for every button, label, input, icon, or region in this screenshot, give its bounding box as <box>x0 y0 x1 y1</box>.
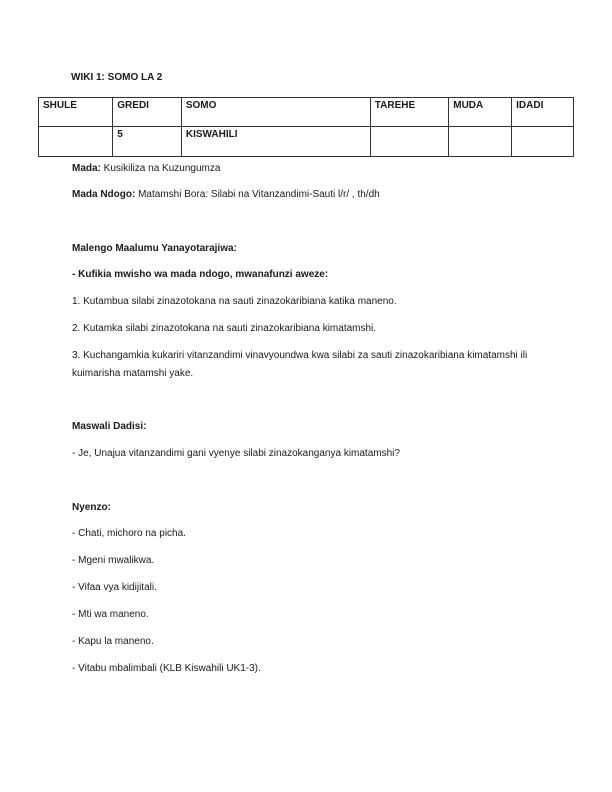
cell-idadi <box>512 127 574 157</box>
malengo-intro: - Kufikia mwisho wa mada ndogo, mwanafunzi aweze: <box>72 269 329 280</box>
list-item: 1. Kutambua silabi zinazotokana na sauti zinazokaribiana katika maneno. <box>72 296 397 307</box>
mada-value: Kusikiliza na Kuzungumza <box>100 163 221 174</box>
list-item: - Chati, michoro na picha. <box>72 528 186 539</box>
cell-muda <box>449 127 512 157</box>
mada-line <box>72 160 220 177</box>
list-item: - Mgeni mwalikwa. <box>72 555 155 566</box>
cell-tarehe <box>370 127 448 157</box>
header-somo: SOMO <box>181 98 370 127</box>
maswali-title: Maswali Dadisi: <box>72 421 147 432</box>
mada-label: Mada: <box>72 163 101 174</box>
mada-ndogo-label: Mada Ndogo: <box>72 189 136 200</box>
cell-shule <box>39 127 113 157</box>
mada-ndogo-line <box>72 186 380 203</box>
nyenzo-title: Nyenzo: <box>72 502 111 513</box>
header-shule: SHULE <box>39 98 113 127</box>
list-item: - Vifaa vya kidijitali. <box>72 582 157 593</box>
table-row <box>39 127 574 157</box>
header-muda: MUDA <box>449 98 512 127</box>
cell-gredi: 5 <box>113 127 182 157</box>
list-item: 2. Kutamka silabi zinazotokana na sauti zinazokaribiana kimatamshi. <box>72 323 377 334</box>
header-idadi: IDADI <box>512 98 574 127</box>
table-header-row <box>39 98 574 127</box>
list-item: - Vitabu mbalimbali (KLB Kiswahili UK1-3). <box>72 663 261 674</box>
malengo-title: Malengo Maalumu Yanayotarajiwa: <box>72 243 237 254</box>
list-item: - Mti wa maneno. <box>72 609 149 620</box>
cell-somo: KISWAHILI <box>181 127 370 157</box>
header-gredi: GREDI <box>113 98 182 127</box>
header-tarehe: TAREHE <box>370 98 448 127</box>
list-item: - Kapu la maneno. <box>72 636 154 647</box>
mada-ndogo-value: Matamshi Bora: Silabi na Vitanzandimi-Sauti l/r/ , th/dh <box>135 189 380 200</box>
list-item: 3. Kuchangamkia kukariri vitanzandimi vinavyoundwa kwa silabi za sauti zinazokaribiana kimatamshi ili kuimarisha matamshi yake. <box>72 350 528 379</box>
list-item: - Je, Unajua vitanzandimi gani vyenye silabi zinazokanganya kimatamshi? <box>72 448 400 459</box>
lesson-info-table <box>38 97 574 157</box>
lesson-heading: WIKI 1: SOMO LA 2 <box>71 72 163 83</box>
